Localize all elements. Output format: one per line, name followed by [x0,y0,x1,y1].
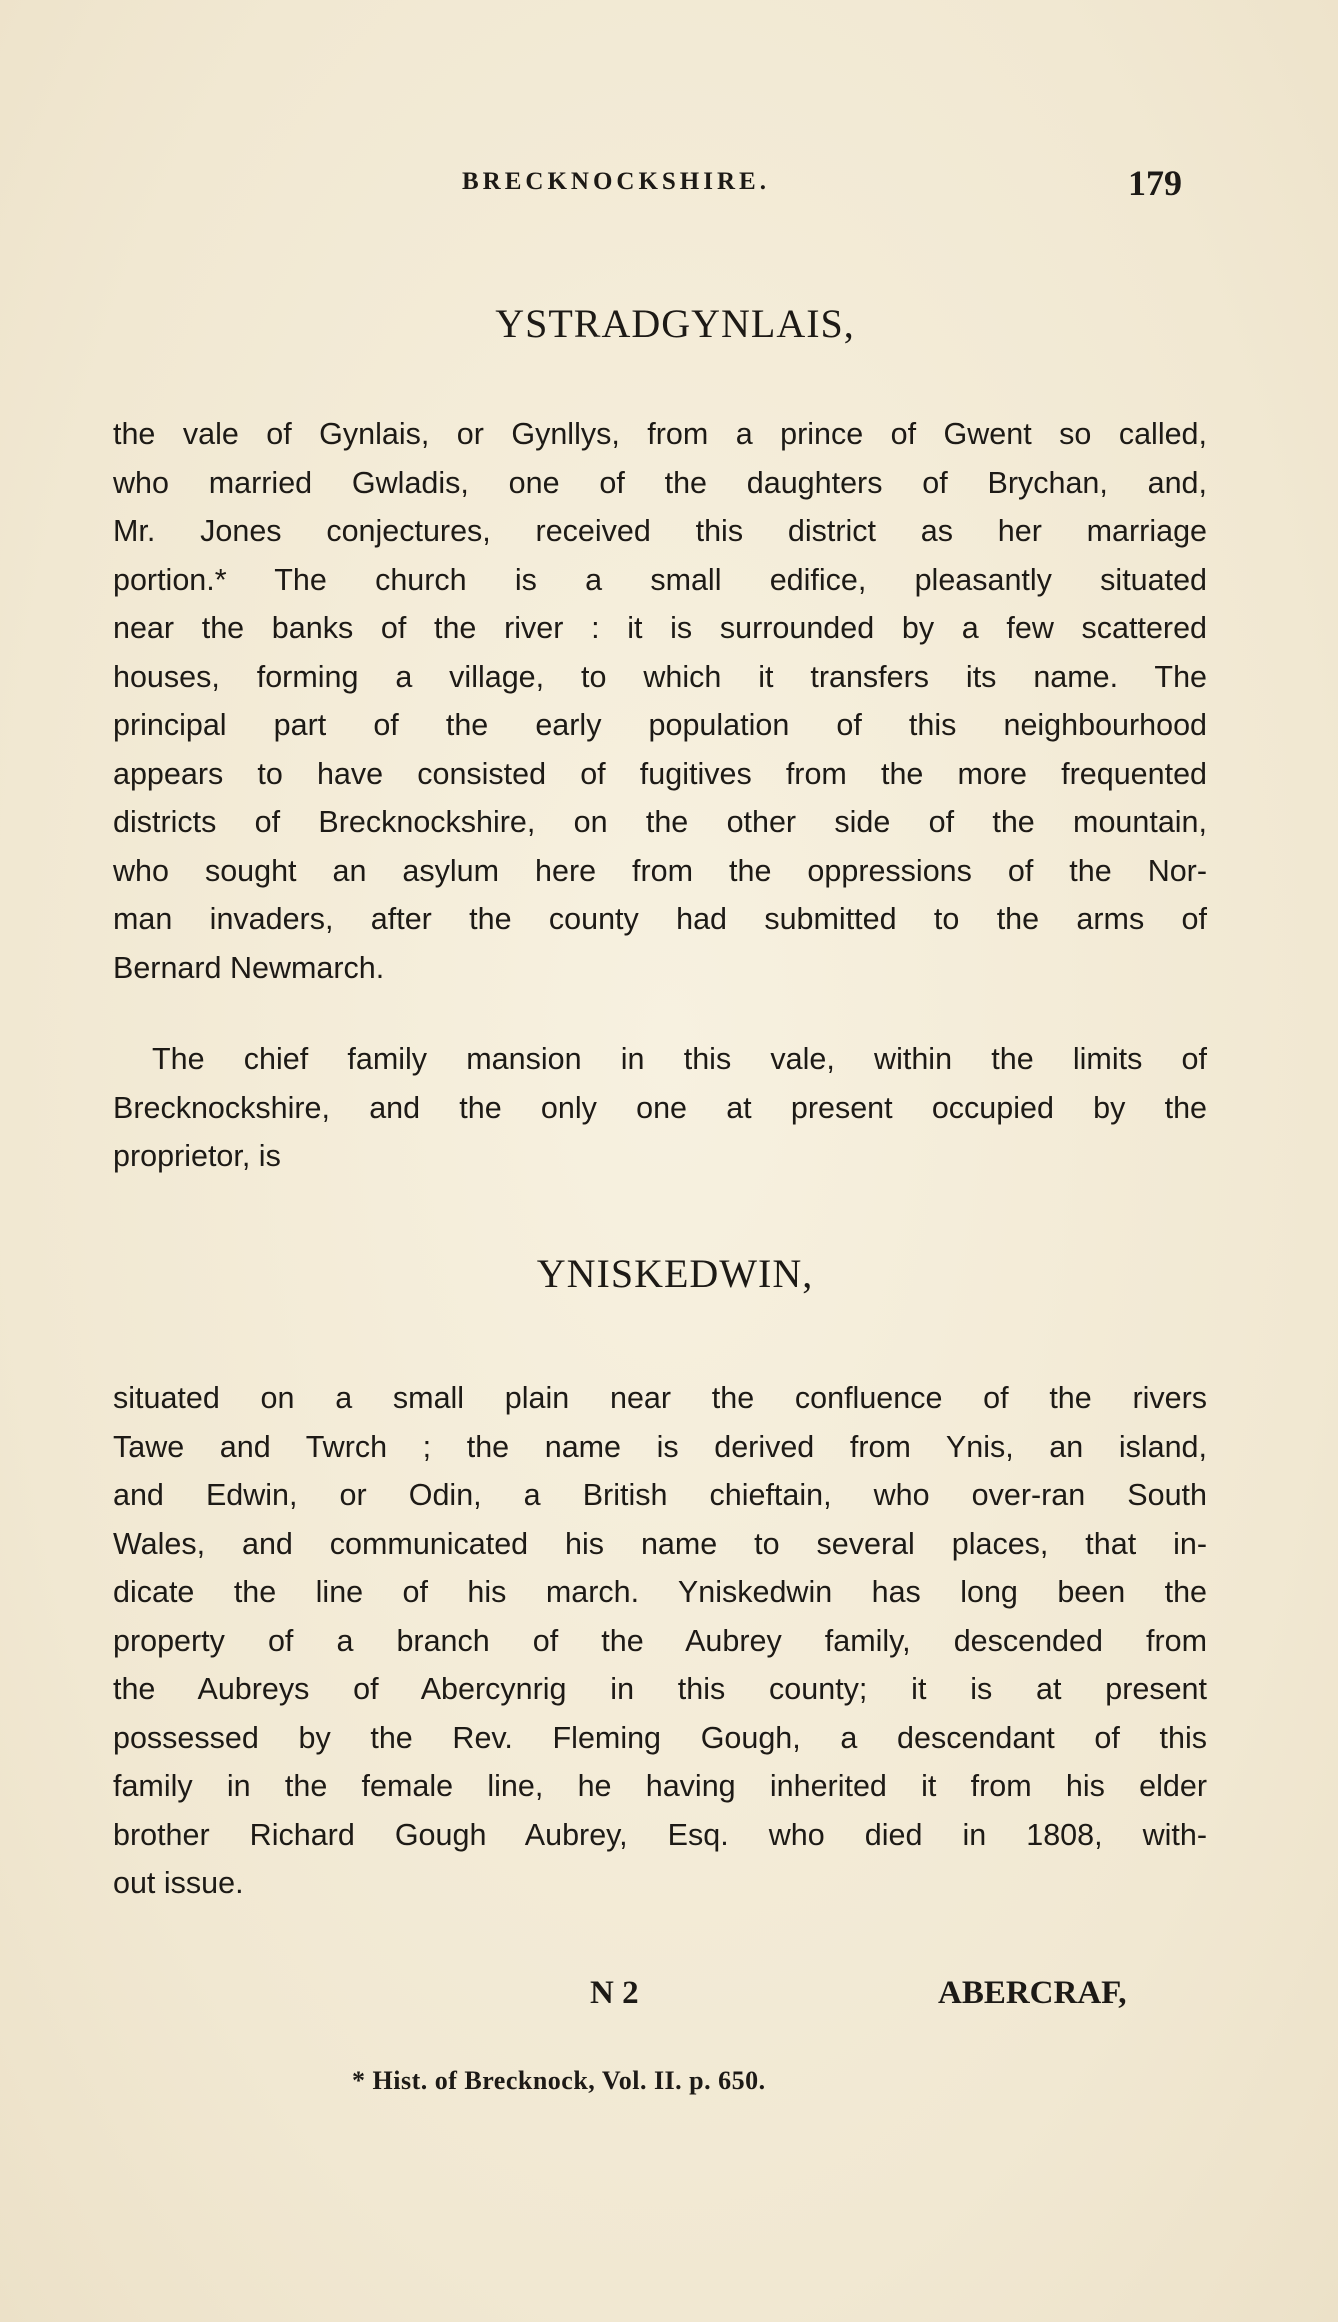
text-line: Tawe and Twrch ; the name is derived from Ynis, an island, [113,1429,1207,1464]
text-line: out issue. [113,1866,244,1900]
text-line: Brecknockshire, and the only one at present occupied by the [113,1090,1207,1125]
text-line: The chief family mansion in this vale, within the limits of [152,1042,1207,1076]
footnote: * Hist. of Brecknock, Vol. II. p. 650. [352,2066,766,2095]
text-line: portion.* The church is a small edifice, pleasantly situated [113,562,1207,597]
section-title-ystradgynlais: YSTRADGYNLAIS, [495,301,855,346]
signature-mark: N 2 [590,1975,639,2011]
text-line: who married Gwladis, one of the daughters of Brychan, and, [113,465,1207,500]
text-line: situated on a small plain near the confluence of the rivers [113,1381,1207,1415]
text-line: districts of Brecknockshire, on the other side of the mountain, [113,805,1207,839]
page-number: 179 [1128,163,1182,203]
catchword: ABERCRAF, [938,1975,1127,2011]
paragraph-vale-of-gynlais [113,410,1207,992]
running-title: BRECKNOCKSHIRE. [462,168,770,195]
text-line: appears to have consisted of fugitives from the more frequented [113,756,1207,791]
text-line: the vale of Gynlais, or Gynllys, from a prince of Gwent so called, [113,417,1207,451]
text-line: family in the female line, he having inherited it from his elder [113,1769,1207,1803]
paragraph-yniskedwin [113,1374,1207,1908]
section-title-yniskedwin: YNISKEDWIN, [536,1251,814,1296]
text-line: Bernard Newmarch. [113,950,385,985]
text-line: houses, forming a village, to which it transfers its name. The [113,659,1207,694]
text-line: man invaders, after the county had submitted to the arms of [113,902,1207,936]
text-line: proprietor, is [113,1139,281,1173]
paragraph-chief-family-mansion [113,1035,1207,1181]
text-line: principal part of the early population of this neighbourhood [113,708,1207,742]
text-line: near the banks of the river : it is surrounded by a few scattered [113,611,1207,645]
text-line: who sought an asylum here from the oppressions of the Nor- [113,853,1207,888]
text-line: Mr. Jones conjectures, received this district as her marriage [113,514,1207,548]
text-line: the Aubreys of Abercynrig in this county; it is at present [113,1672,1207,1706]
text-line: dicate the line of his march. Yniskedwin has long been the [113,1575,1207,1609]
text-line: brother Richard Gough Aubrey, Esq. who died in 1808, with- [113,1817,1207,1852]
text-line: possessed by the Rev. Fleming Gough, a descendant of this [113,1720,1207,1755]
text-line: and Edwin, or Odin, a British chieftain, who over-ran South [113,1478,1207,1512]
text-line: Wales, and communicated his name to several places, that in- [113,1526,1207,1561]
text-line: property of a branch of the Aubrey family, descended from [113,1623,1207,1658]
